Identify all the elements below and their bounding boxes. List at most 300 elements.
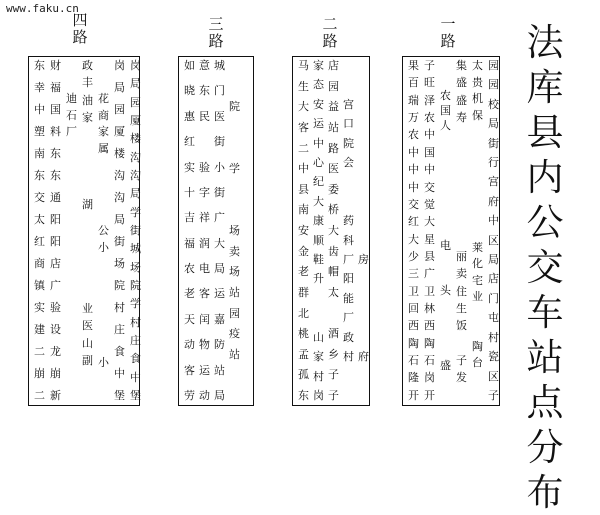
station-char: 饭: [456, 319, 467, 333]
station-char: 群: [298, 285, 309, 299]
station-char: 农: [424, 111, 435, 125]
station-char: 属: [98, 141, 109, 155]
station-char: 桥: [328, 203, 339, 217]
station-char: 农: [184, 262, 195, 275]
station-char: 闰: [199, 312, 210, 326]
page-title: [520, 20, 570, 515]
station-char: 生: [298, 79, 309, 93]
station-char: [228, 143, 241, 155]
station-char: 孤: [298, 368, 309, 382]
station-char: 阳: [50, 235, 61, 248]
station-char: 迪: [66, 92, 77, 105]
station-char: 开: [424, 388, 435, 402]
station-char: 红: [408, 215, 419, 229]
station-char: [65, 258, 78, 270]
title-char: 库: [526, 66, 564, 109]
station-char: 化: [472, 257, 483, 270]
station-char: 园: [488, 78, 499, 92]
station-char: 口: [343, 117, 354, 131]
station-char: [65, 357, 78, 369]
station-char: [81, 216, 94, 228]
station-char: [65, 143, 78, 155]
station-char: 子: [456, 354, 467, 368]
station-char: [65, 341, 78, 353]
station-char: [342, 176, 355, 188]
station-char: 子: [424, 59, 435, 72]
station-char: 旺: [424, 76, 435, 90]
station-char: 区: [488, 233, 499, 247]
station-char: 福: [50, 81, 61, 94]
station-column: [228, 60, 241, 402]
station-char: 园: [229, 306, 240, 320]
station-char: 厦: [114, 125, 125, 138]
station-char: [471, 143, 484, 155]
station-char: 福: [184, 236, 195, 250]
station-char: [81, 251, 94, 263]
station-column: [423, 60, 436, 402]
station-char: [455, 147, 468, 159]
station-char: 局: [214, 388, 225, 402]
station-char: 村: [114, 301, 125, 314]
station-char: 街: [488, 136, 499, 150]
station-char: [327, 308, 340, 320]
station-char: [357, 371, 370, 383]
station-char: 陶: [408, 336, 419, 350]
station-char: 县: [298, 182, 309, 196]
station-char: 果: [408, 59, 419, 72]
station-char: [97, 209, 110, 221]
station-char: 石: [408, 354, 419, 368]
station-char: 医: [214, 109, 225, 123]
station-char: 广: [50, 279, 61, 292]
station-char: 瓷: [488, 350, 499, 364]
station-char: 山: [82, 336, 93, 350]
station-char: 大: [408, 232, 419, 246]
station-char: 楼: [130, 132, 141, 146]
station-char: 府: [358, 350, 369, 364]
station-char: 台: [472, 356, 483, 369]
station-char: 电: [440, 239, 451, 252]
title-char: 县: [526, 111, 564, 154]
station-char: 劳: [184, 388, 195, 402]
station-char: 丽: [456, 249, 467, 263]
station-char: [65, 242, 78, 254]
station-char: [439, 180, 452, 192]
station-char: 业: [82, 302, 93, 316]
station-char: [439, 225, 452, 237]
station-char: 院: [229, 100, 240, 114]
station-column: [81, 60, 94, 402]
station-char: 街: [214, 135, 225, 149]
station-char: [455, 216, 468, 228]
station-char: 意: [199, 59, 210, 72]
station-char: 益: [328, 100, 339, 114]
station-char: 字: [199, 185, 210, 199]
station-char: 家: [313, 350, 324, 364]
station-char: 料: [50, 125, 61, 138]
station-char: [471, 374, 484, 386]
title-char: 法: [526, 21, 564, 64]
station-char: 东: [199, 84, 210, 98]
station-char: 动: [199, 388, 210, 402]
station-char: 家: [82, 111, 93, 125]
station-char: 村: [488, 330, 499, 344]
station-char: 岗: [130, 59, 141, 72]
station-char: 纪: [313, 175, 324, 189]
title-char: 点: [526, 381, 564, 424]
station-char: 城: [130, 242, 141, 256]
station-char: 中: [408, 163, 419, 177]
station-char: [198, 136, 211, 148]
station-char: 交: [424, 180, 435, 194]
station-char: 家: [313, 59, 324, 72]
station-char: 区: [488, 369, 499, 383]
station-char: 岗: [313, 388, 324, 402]
station-char: 东: [50, 147, 61, 160]
station-char: [439, 60, 452, 72]
station-char: [65, 275, 78, 287]
station-char: 二: [34, 345, 45, 358]
station-char: 楼: [114, 147, 125, 160]
station-column: [97, 60, 110, 402]
station-char: 局: [114, 81, 125, 94]
station-char: 岗: [114, 59, 125, 72]
station-char: [455, 234, 468, 246]
station-char: [65, 390, 78, 402]
station-char: 红: [184, 135, 195, 149]
station-char: [357, 312, 370, 324]
station-char: 隆: [408, 371, 419, 385]
route-1-name: 一 路: [440, 15, 456, 50]
station-char: 老: [298, 265, 309, 279]
station-char: [357, 79, 370, 91]
station-char: 客: [184, 363, 195, 377]
station-char: [439, 195, 452, 207]
station-char: 物: [199, 338, 210, 352]
station-char: 园: [328, 79, 339, 93]
station-char: 沟: [114, 169, 125, 182]
station-char: [97, 258, 110, 270]
station-char: 能: [343, 291, 354, 305]
station-char: 客: [199, 287, 210, 301]
station-char: 国: [50, 103, 61, 116]
station-char: 堡: [114, 389, 125, 402]
station-char: [97, 176, 110, 188]
station-char: [81, 372, 94, 384]
station-char: 学: [130, 205, 141, 219]
route-1-stations-box: [402, 56, 500, 406]
station-column: [455, 60, 468, 402]
station-char: 街: [214, 185, 225, 199]
station-char: 中: [424, 128, 435, 142]
station-char: 集: [456, 59, 467, 72]
station-char: 食: [130, 352, 141, 366]
station-char: 嘉: [214, 312, 225, 326]
station-char: [65, 159, 78, 171]
station-char: [342, 196, 355, 208]
station-char: 二: [298, 141, 309, 155]
station-char: 沟: [130, 168, 141, 182]
station-char: [65, 225, 78, 237]
station-char: [81, 286, 94, 298]
station-char: [357, 273, 370, 285]
station-char: 实: [184, 160, 195, 174]
station-char: 堡: [130, 388, 141, 402]
station-char: 中: [114, 367, 125, 380]
station-char: 大: [328, 224, 339, 237]
station-char: 西: [408, 319, 419, 333]
station-column: [357, 60, 370, 402]
station-char: 门: [214, 84, 225, 98]
station-char: 中: [130, 370, 141, 384]
station-char: 广: [424, 267, 435, 281]
title-char: 交: [526, 246, 564, 289]
station-char: 东: [50, 169, 61, 182]
station-char: [81, 234, 94, 246]
station-char: [81, 164, 94, 176]
station-char: [228, 81, 241, 93]
station-char: [228, 60, 241, 72]
station-char: 医: [328, 162, 339, 176]
station-char: [439, 375, 452, 387]
station-char: 街: [114, 235, 125, 248]
station-char: [97, 159, 110, 171]
station-char: 头: [440, 284, 451, 297]
station-char: 少: [408, 249, 419, 263]
station-char: [97, 390, 110, 402]
station-char: 花: [98, 92, 109, 105]
station-char: [455, 390, 468, 402]
station-char: [455, 182, 468, 194]
station-char: 庄: [130, 333, 141, 347]
station-char: 新: [50, 389, 61, 402]
station-char: 南: [34, 147, 45, 160]
station-char: [65, 60, 78, 72]
station-char: 厂: [343, 253, 354, 267]
station-char: [65, 176, 78, 188]
station-char: [471, 192, 484, 204]
station-char: 科: [343, 233, 354, 247]
station-char: 店: [328, 59, 339, 72]
station-char: [357, 235, 370, 247]
station-char: 北: [298, 306, 309, 320]
station-column: [129, 60, 142, 402]
station-char: [357, 99, 370, 111]
station-char: 丰: [82, 76, 93, 90]
station-char: [342, 79, 355, 91]
station-char: [65, 209, 78, 221]
station-char: 油: [82, 93, 93, 107]
station-char: [471, 390, 484, 402]
station-char: 商: [98, 108, 109, 122]
station-char: 大: [298, 100, 309, 114]
station-char: 中: [408, 180, 419, 194]
station-char: 阳: [343, 272, 354, 286]
station-char: 站: [214, 363, 225, 377]
station-char: 十: [184, 185, 195, 199]
station-char: 安: [298, 224, 309, 237]
title-char: 布: [526, 471, 564, 514]
station-char: 金: [298, 244, 309, 258]
station-char: 保: [472, 108, 483, 122]
station-char: 齿: [328, 244, 339, 258]
station-column: [297, 60, 310, 402]
station-char: 局: [214, 262, 225, 275]
station-char: 机: [472, 92, 483, 105]
station-column: [471, 60, 484, 402]
station-char: 小: [98, 356, 109, 369]
station-char: [357, 293, 370, 305]
station-char: 天: [184, 312, 195, 326]
station-char: 瑞: [408, 93, 419, 107]
station-char: 宫: [488, 175, 499, 189]
station-char: [342, 60, 355, 72]
station-char: 星: [424, 232, 435, 246]
station-char: 老: [184, 287, 195, 301]
station-char: [97, 192, 110, 204]
station-char: 陶: [472, 339, 483, 353]
station-char: [455, 129, 468, 141]
station-char: 电: [199, 262, 210, 275]
station-char: 泽: [424, 93, 435, 107]
station-char: [342, 371, 355, 383]
station-char: 动: [184, 338, 195, 352]
station-char: 镇: [34, 279, 45, 292]
station-char: 山: [313, 330, 324, 344]
station-char: [65, 291, 78, 303]
station-char: [439, 270, 452, 282]
station-char: [471, 308, 484, 320]
station-char: [439, 345, 452, 357]
station-column: [342, 60, 355, 402]
station-char: 宫: [343, 97, 354, 111]
station-char: 卖: [456, 267, 467, 281]
station-char: [357, 196, 370, 208]
station-char: 学: [130, 297, 141, 311]
title-char: 内: [526, 156, 564, 199]
station-char: 东: [298, 389, 309, 402]
station-char: 国: [440, 104, 451, 117]
station-char: [471, 126, 484, 138]
station-char: 客: [298, 120, 309, 134]
station-char: 食: [114, 345, 125, 358]
title-char: 车: [526, 291, 564, 334]
station-char: 生: [456, 302, 467, 316]
station-char: 房: [358, 253, 369, 267]
station-char: [455, 338, 468, 350]
station-char: [65, 308, 78, 320]
station-column: [65, 60, 78, 402]
station-char: [471, 209, 484, 221]
station-char: 大: [214, 236, 225, 250]
station-char: [312, 312, 325, 324]
station-column: [487, 60, 500, 402]
station-char: 民: [199, 109, 210, 123]
station-char: 贵: [472, 75, 483, 89]
station-char: 卫: [408, 284, 419, 298]
station-char: 通: [50, 191, 61, 204]
station-char: 中: [408, 145, 419, 159]
station-char: [357, 118, 370, 130]
station-char: 广: [214, 211, 225, 225]
station-char: 开: [408, 388, 419, 402]
station-char: 小: [214, 160, 225, 174]
station-char: 红: [34, 235, 45, 248]
station-char: [81, 147, 94, 159]
station-char: 中: [488, 214, 499, 228]
station-char: 场: [130, 260, 141, 274]
station-char: 商: [34, 257, 45, 270]
station-char: 中: [313, 136, 324, 150]
station-char: [97, 374, 110, 386]
station-char: [357, 157, 370, 169]
station-column: [113, 60, 126, 402]
station-char: 态: [313, 78, 324, 92]
station-char: 场: [229, 224, 240, 237]
station-char: 局: [488, 117, 499, 131]
station-char: 崩: [50, 367, 61, 380]
station-char: 站: [229, 285, 240, 299]
station-char: 实: [34, 301, 45, 314]
station-char: [357, 176, 370, 188]
station-char: 公: [98, 224, 109, 237]
station-char: [439, 165, 452, 177]
station-char: 路: [328, 141, 339, 155]
station-char: 府: [488, 194, 499, 208]
station-char: 院: [114, 279, 125, 292]
station-char: 疫: [229, 327, 240, 341]
station-char: 石: [66, 108, 77, 122]
station-char: 升: [313, 272, 324, 286]
station-char: 局: [130, 77, 141, 91]
station-char: 中: [424, 163, 435, 177]
station-char: 万: [408, 111, 419, 125]
station-char: 崩: [34, 367, 45, 380]
station-char: 林: [424, 302, 435, 316]
station-column: [439, 60, 452, 402]
station-char: 酒: [328, 327, 339, 341]
title-char: 分: [526, 426, 564, 469]
station-char: 大: [313, 194, 324, 208]
station-char: 国: [424, 145, 435, 159]
station-char: 鞋: [313, 253, 324, 267]
station-char: 场: [229, 265, 240, 279]
station-char: 润: [199, 236, 210, 250]
station-char: 南: [298, 203, 309, 217]
station-char: 盛: [456, 76, 467, 90]
station-char: [439, 315, 452, 327]
station-char: 药: [343, 214, 354, 228]
station-char: 设: [50, 323, 61, 336]
station-char: [228, 369, 241, 381]
station-char: 建: [34, 323, 45, 336]
station-char: 验: [50, 301, 61, 314]
station-char: 站: [328, 120, 339, 134]
station-char: [471, 324, 484, 336]
station-char: 觉: [424, 197, 435, 211]
station-char: 二: [34, 389, 45, 402]
route-2-name: 二 路: [322, 15, 338, 50]
station-char: 副: [82, 354, 93, 368]
station-char: [439, 300, 452, 312]
station-char: 站: [229, 347, 240, 361]
route-3-name: 三 路: [208, 15, 224, 50]
station-char: 太: [328, 285, 339, 299]
station-char: [65, 192, 78, 204]
station-char: 厂: [66, 125, 77, 138]
route-4-name: 四 路: [72, 11, 88, 46]
station-char: 阳: [50, 213, 61, 226]
